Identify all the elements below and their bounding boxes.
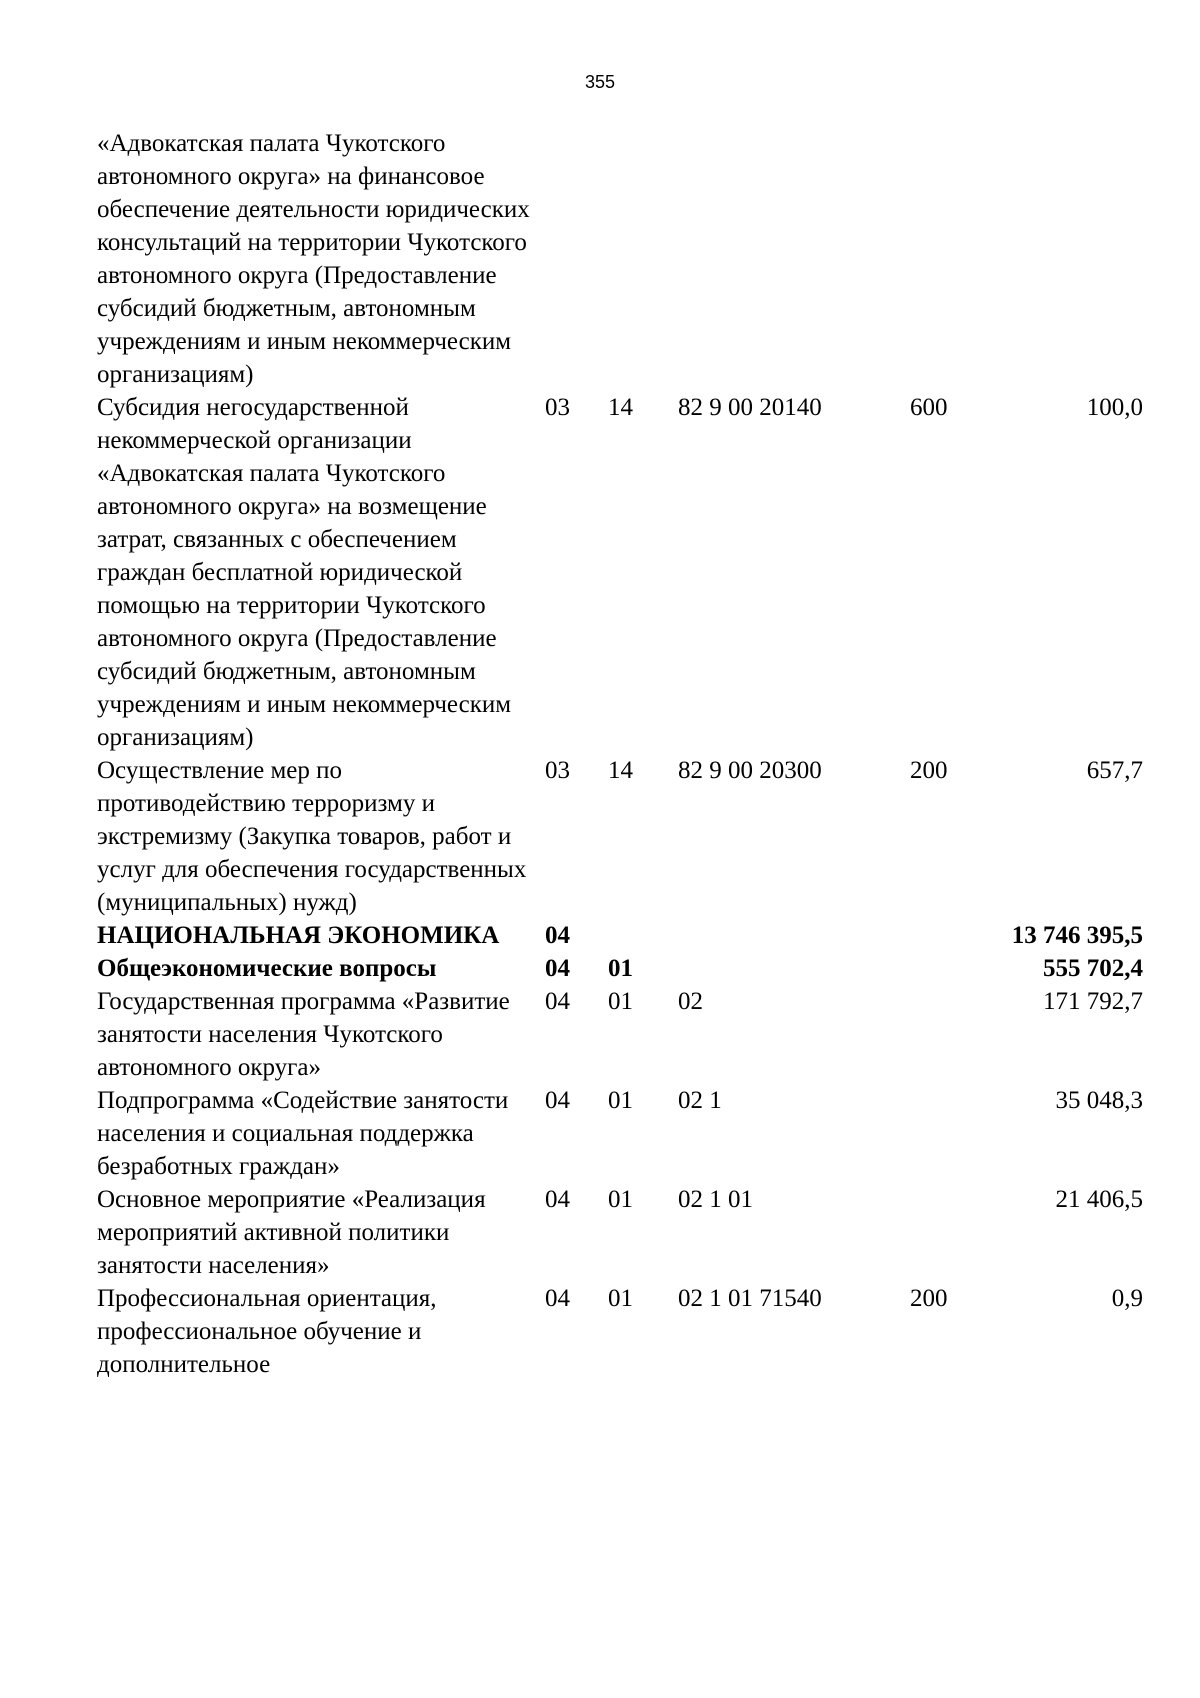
table-row: [97, 952, 1143, 985]
row-amount: 21 406,5: [1055, 1186, 1143, 1213]
row-section: 04: [545, 922, 570, 949]
row-section: 04: [545, 988, 570, 1015]
table-row: [97, 127, 1143, 391]
row-target-article: [668, 952, 910, 985]
row-section: 03: [545, 394, 570, 421]
row-amount: 100,0: [1086, 394, 1143, 421]
row-section: 03: [545, 757, 570, 784]
row-target-article: 02 1 01 71540: [678, 1285, 822, 1312]
row-expense-type: 600: [910, 394, 948, 421]
row-name: Общеэкономические вопросы: [97, 955, 437, 982]
row-expense-type: [910, 1084, 986, 1183]
row-target-article: [668, 127, 910, 391]
row-expense-type: 200: [910, 1285, 948, 1312]
budget-table: [97, 127, 1143, 1381]
row-section: 04: [545, 1186, 570, 1213]
row-target-article: 82 9 00 20140: [678, 394, 822, 421]
row-amount: 657,7: [1086, 757, 1143, 784]
page-number: 355: [584, 72, 616, 92]
row-subsection: 01: [608, 1285, 633, 1312]
row-expense-type: 200: [910, 757, 948, 784]
row-amount: 555 702,4: [1043, 955, 1143, 982]
table-row: [97, 754, 1143, 919]
row-name: Государственная программа «Развитие занятости населения Чукотского автономного округа»: [97, 988, 510, 1081]
row-expense-type: [910, 919, 986, 952]
row-name: Основное мероприятие «Реализация мероприятий активной политики занятости населения»: [97, 1186, 486, 1279]
row-subsection: [602, 127, 668, 391]
row-subsection: 01: [608, 955, 633, 982]
row-expense-type: [910, 985, 986, 1084]
budget-rows: [97, 127, 1143, 1381]
table-row: [97, 985, 1143, 1084]
row-amount: 35 048,3: [1055, 1087, 1143, 1114]
row-target-article: 02: [678, 988, 703, 1015]
row-name: Профессиональная ориентация, профессиональное обучение и дополнительное: [97, 1285, 437, 1378]
row-name: НАЦИОНАЛЬНАЯ ЭКОНОМИКА: [97, 922, 500, 949]
row-amount: 13 746 395,5: [1011, 922, 1143, 949]
row-target-article: 02 1 01: [678, 1186, 753, 1213]
row-name: Субсидия негосударственной некоммерческой организации «Адвокатская палата Чукотского автономного округа» на возмещение затрат, связанных с обеспечением граждан бесплатной юридической помощью на территории Чукотского автономного округа (Предоставление субсидий бюджетным, автономным учреждениям и иным некоммерческим организациям): [97, 394, 512, 751]
row-name: «Адвокатская палата Чукотского автономного округа» на финансовое обеспечение деятельности юридических консультаций на территории Чукотского автономного округа (Предоставление субсидий бюджетным, автономным учреждениям и иным некоммерческим организациям): [97, 130, 530, 388]
row-amount: [986, 127, 1143, 391]
row-subsection: [602, 919, 668, 952]
row-target-article: 02 1: [678, 1087, 722, 1114]
row-target-article: [668, 919, 910, 952]
table-row: [97, 1183, 1143, 1282]
row-expense-type: [910, 127, 986, 391]
row-subsection: 14: [608, 757, 633, 784]
row-target-article: 82 9 00 20300: [678, 757, 822, 784]
row-subsection: 14: [608, 394, 633, 421]
row-name: Осуществление мер по противодействию терроризму и экстремизму (Закупка товаров, работ и услуг для обеспечения государственных (муниципальных) нужд): [97, 757, 527, 916]
table-row: [97, 1084, 1143, 1183]
row-expense-type: [910, 1183, 986, 1282]
row-section: 04: [545, 955, 570, 982]
table-row: [97, 919, 1143, 952]
row-amount: 0,9: [1111, 1285, 1143, 1312]
table-row: [97, 1282, 1143, 1381]
row-section: 04: [545, 1285, 570, 1312]
row-subsection: 01: [608, 1186, 633, 1213]
row-section: [543, 127, 602, 391]
row-expense-type: [910, 952, 986, 985]
row-section: 04: [545, 1087, 570, 1114]
row-subsection: 01: [608, 988, 633, 1015]
row-amount: 171 792,7: [1043, 988, 1143, 1015]
table-row: [97, 391, 1143, 754]
row-name: Подпрограмма «Содействие занятости населения и социальная поддержка безработных граждан»: [97, 1087, 509, 1180]
row-subsection: 01: [608, 1087, 633, 1114]
